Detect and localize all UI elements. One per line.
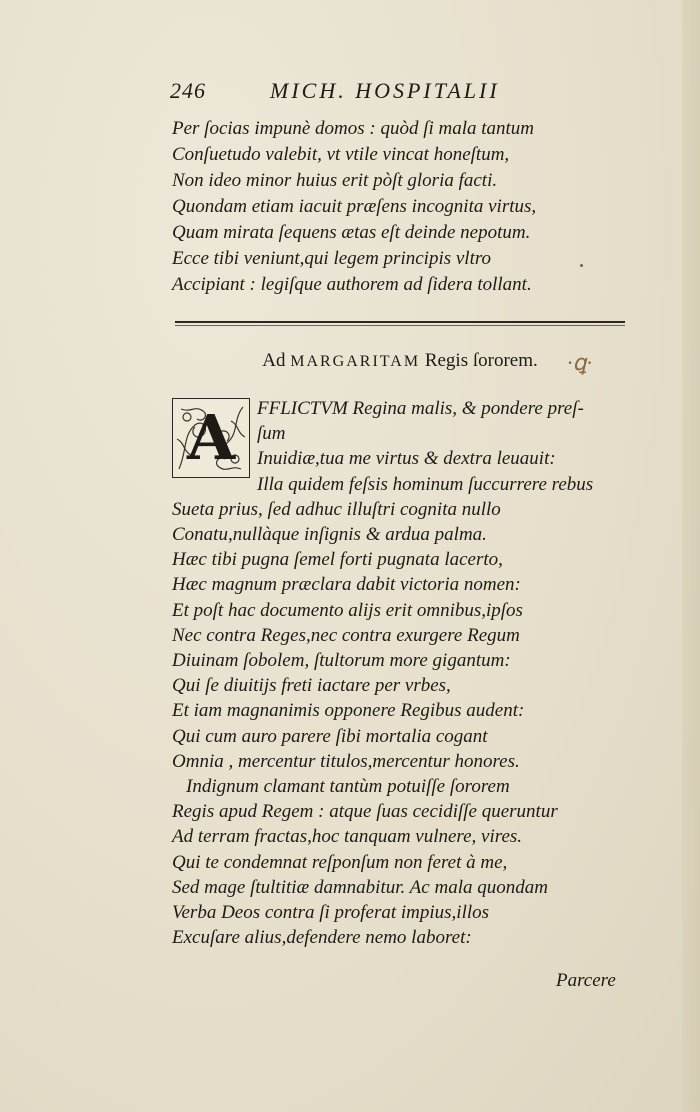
poem-line: ſum	[257, 423, 286, 445]
poem-line: Inuidiæ,tua me virtus & dextra leuauit:	[257, 448, 556, 470]
poem-line: Indignum clamant tantùm potuiſſe ſororem	[186, 776, 510, 798]
poem-line: Qui cum auro parere ſibi mortalia cogant	[172, 725, 488, 747]
running-head	[170, 78, 570, 110]
initial-letter: A	[186, 401, 236, 474]
poem-line: Qui te condemnat reſponſum non feret à me,	[172, 851, 508, 873]
poem-line: Regis apud Regem : atque ſuas cecidiſſe queruntur	[172, 801, 558, 823]
poem-line: FFLICTVM Regina malis, & pondere preſ-	[257, 398, 584, 419]
ink-speck	[580, 264, 583, 267]
poem-line: Omnia , mercentur titulos,mercentur honores.	[172, 750, 520, 772]
verse-line: Quam mirata ſequens ætas eſt deinde nepotum.	[172, 222, 531, 243]
heading-suffix: Regis ſororem.	[420, 350, 538, 371]
poem-body	[172, 396, 642, 950]
poem-line: Verba Deos contra ſi proferat impius,illos	[172, 902, 490, 924]
poem-line: Nec contra Reges,nec contra exurgere Regum	[172, 624, 520, 646]
section-rule-thin	[175, 325, 625, 326]
poem-line: Sueta prius, ſed adhuc illuſtri cognita nullo	[172, 498, 501, 520]
verse-block-top	[172, 116, 642, 298]
page-edge	[682, 0, 700, 1112]
poem-line: Excuſare alius,defendere nemo laboret:	[172, 927, 472, 949]
verse-line: Ecce tibi veniunt,qui legem principis vltro	[172, 248, 492, 269]
poem-line: Hæc tibi pugna ſemel forti pugnata lacerto,	[172, 549, 503, 571]
poem-line: Illa quidem feſsis hominum ſuccurrere rebus	[257, 473, 594, 495]
poem-line: Et iam magnanimis opponere Regibus audent:	[172, 700, 525, 722]
section-rule	[175, 321, 625, 323]
catchword: Parcere	[556, 970, 616, 991]
poem-line: Conatu,nullàque inſignis & ardua palma.	[172, 524, 487, 546]
poem-line: Hæc magnum præclara dabit victoria nomen:	[172, 574, 521, 596]
heading-name: MARGARITAM	[290, 353, 421, 370]
verse-line: Quondam etiam iacuit præſens incognita virtus,	[172, 196, 537, 217]
verse-line: Non ideo minor huius erit pòſt gloria facti.	[172, 170, 498, 191]
verse-line: Conſuetudo valebit, vt vtile vincat honeſtum,	[172, 144, 510, 165]
verse-line: Per ſocias impunè domos : quòd ſi mala tantum	[172, 118, 535, 139]
poem-line: Sed mage ſtultitiæ damnabitur. Ac mala quondam	[172, 876, 548, 898]
poem-line: Diuinam ſobolem, ſtultorum more gigantum:	[172, 650, 511, 672]
poem-line: Qui ſe diuitijs freti iactare per vrbes,	[172, 675, 451, 697]
handwritten-mark: ·ꝗ·	[567, 350, 592, 375]
heading-prefix: Ad	[262, 350, 291, 371]
verse-line: Accipiant : legiſque authorem ad ſidera tollant.	[172, 274, 532, 295]
page-number: 246	[170, 78, 206, 103]
poem-line: Ad terram fractas,hoc tanquam vulnere, vires.	[172, 826, 523, 848]
running-title: MICH. HOSPITALII	[270, 78, 500, 103]
poem-heading	[175, 350, 625, 372]
poem-line: Et poſt hac documento alijs erit omnibus,ipſos	[172, 599, 523, 621]
